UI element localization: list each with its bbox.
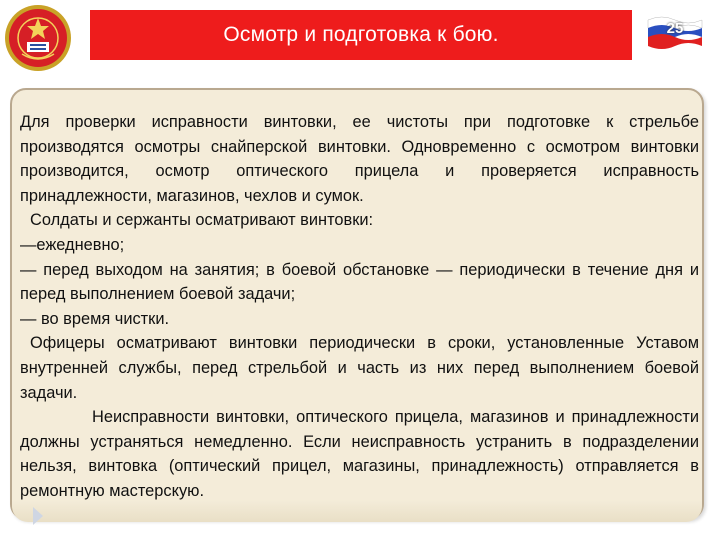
paragraph-intro: Для проверки исправности винтовки, ее чистоты при подготовке к стрельбе производятся осмотры снайперской винтовки. Одновременно с осмотром винтовки производится, осмотр оптического прицела и проверяется исправность принадлежности, магазинов, чехлов и сумок. — [20, 113, 699, 205]
next-arrow-icon[interactable] — [32, 506, 44, 526]
paragraph-officers: Офицеры осматривают винтовки периодически в сроки, установленные Уставом внутренней службы, перед стрельбой и часть из них перед выполнением боевой задачи. — [20, 334, 699, 402]
paragraph-faults: Неисправности винтовки, оптического прицела, магазинов и принадлежности должны устраняться немедленно. Если неисправность устранить в подразделении нельзя, винтовка (оптический прицел, магазины, принадлежность) отправляется в ремонтную мастерскую. — [20, 408, 699, 500]
paragraph-soldiers: Солдаты и сержанты осматривают винтовки: — [30, 211, 374, 230]
list-item-cleaning: — во время чистки. — [20, 309, 170, 328]
body-text — [20, 110, 699, 504]
emblem-icon — [4, 4, 72, 72]
list-item-before-exercise: — перед выходом на занятия; в боевой обстановке — периодически в течение дня и перед выполнением боевой задачи; — [20, 260, 699, 304]
title-bar — [90, 10, 632, 60]
list-item-daily: —ежедневно; — [20, 235, 125, 254]
page-number: 25 — [666, 20, 684, 37]
page-title: Осмотр и подготовка к бою. — [223, 23, 499, 46]
